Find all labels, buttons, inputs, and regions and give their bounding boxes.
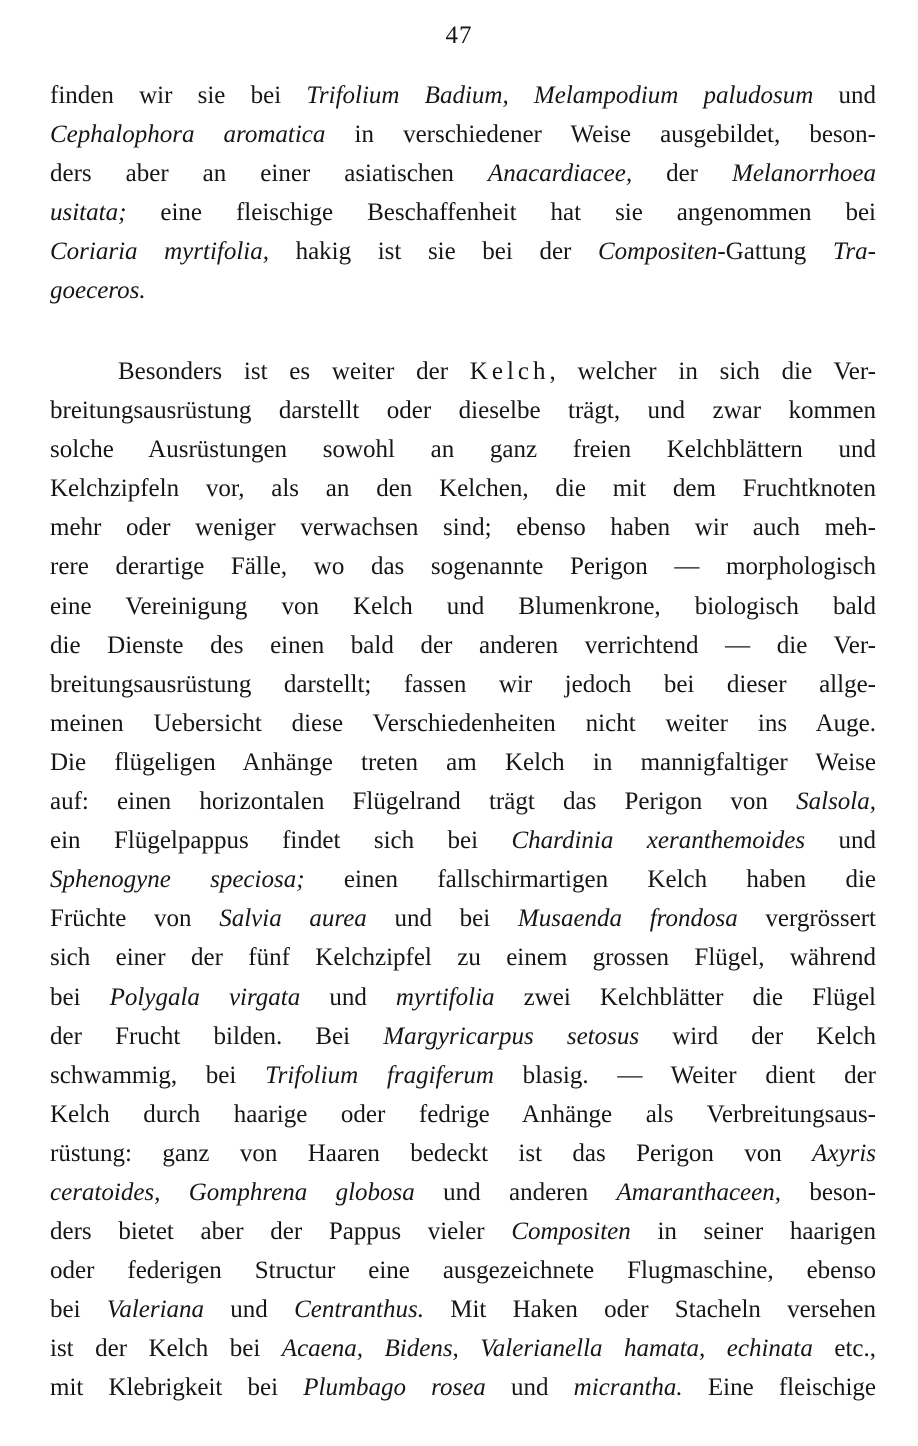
text-segment: und <box>813 82 877 109</box>
text-segment: Kelchzipfeln vor, als an den Kelchen, die mit dem Fruchtknoten <box>50 475 876 503</box>
text-line <box>50 430 876 469</box>
text-segment: meinen Uebersicht diese Verschiedenheiten nicht weiter ins Auge. <box>50 709 876 737</box>
text-segment: rere derartige Fälle, wo das sogenannte Perigon — morphologisch <box>50 553 876 581</box>
taxon-name: Tra- <box>832 238 876 266</box>
text-segment: und bei <box>366 905 518 933</box>
text-line <box>50 115 876 154</box>
paragraph-2 <box>50 352 876 1408</box>
text-segment: breitungsausrüstung darstellt; fassen wir jedoch bei dieser allge- <box>50 670 876 698</box>
taxon-name: Sphenogyne speciosa; <box>50 866 305 894</box>
text-line <box>50 1017 876 1056</box>
text-segment: in verschiedener Weise ausgebildet, beson- <box>325 121 876 149</box>
taxon-name: Cephalophora aromatica <box>50 121 326 149</box>
text-segment: die Dienste des einen bald der anderen verrichtend — die Ver- <box>50 631 876 659</box>
taxon-name: usitata; <box>50 199 127 227</box>
taxon-name: Margyricarpus setosus <box>383 1022 640 1050</box>
taxon-name: Chardinia xeranthemoides <box>511 827 806 855</box>
text-line <box>50 821 876 860</box>
text-segment: der Frucht bilden. Bei <box>50 1022 384 1050</box>
text-line <box>50 626 876 665</box>
spaced-emphasis: Kelch <box>469 358 550 385</box>
taxon-name: Trifolium fragiferum <box>265 1061 494 1089</box>
taxon-name: Axyris <box>812 1139 876 1167</box>
text-line <box>50 1329 876 1368</box>
text-segment: eine fleischige Beschaffenheit hat sie angenommen bei <box>126 199 876 227</box>
text-line <box>50 587 876 626</box>
text-line <box>50 547 876 586</box>
text-segment: Kelch durch haarige oder fedrige Anhänge als Verbreitungsaus- <box>50 1100 876 1128</box>
text-line <box>50 352 876 391</box>
text-segment: und anderen <box>414 1178 617 1206</box>
text-segment: breitungsausrüstung darstellt oder dieselbe trägt, und zwar kommen <box>50 397 876 425</box>
taxon-name: Melanorrhoea <box>732 160 876 188</box>
text-line <box>50 860 876 899</box>
text-segment: , welcher in sich die Ver- <box>549 358 877 385</box>
text-line <box>50 1173 876 1212</box>
text-segment: bei <box>50 1296 107 1324</box>
text-segment: eine Vereinigung von Kelch und Blumenkrone, biologisch bald <box>50 592 876 620</box>
text-line <box>50 391 876 430</box>
page-number: 47 <box>445 22 473 49</box>
text-segment: und <box>805 827 876 855</box>
text-segment: und <box>485 1374 574 1402</box>
taxon-name: Musaenda frondosa <box>517 905 738 933</box>
text-segment: rüstung: ganz von Haaren bedeckt ist das Perigon von <box>50 1139 813 1167</box>
taxon-name: Compositen <box>511 1218 631 1246</box>
text-line <box>50 1095 876 1134</box>
taxon-name: Trifolium Badium, Melampodium paludosum <box>306 82 814 109</box>
text-segment: Besonders ist es weiter der <box>118 358 470 385</box>
text-line <box>50 193 876 232</box>
text-line <box>50 76 876 115</box>
taxon-name: Plumbago rosea <box>303 1374 486 1402</box>
taxon-name: Anacardiacee, <box>487 160 633 188</box>
text-line <box>50 782 876 821</box>
text-segment: ders aber an einer asiatischen <box>50 160 488 188</box>
text-segment: mehr oder weniger verwachsen sind; ebenso haben wir auch meh- <box>50 514 876 542</box>
text-segment: einen fallschirmartigen Kelch haben die <box>304 866 876 894</box>
taxon-name: goeceros. <box>50 277 146 305</box>
text-segment: auf: einen horizontalen Flügelrand trägt das Perigon von <box>50 788 797 816</box>
text-segment: oder federigen Structur eine ausgezeichnete Flugmaschine, ebenso <box>50 1257 876 1285</box>
text-segment: bei <box>50 983 110 1011</box>
text-line <box>50 938 876 977</box>
text-line <box>50 1056 876 1095</box>
text-segment: der <box>632 160 733 188</box>
paragraph-1 <box>50 76 876 311</box>
text-line <box>50 1368 876 1407</box>
taxon-name: Polygala virgata <box>109 983 301 1011</box>
text-line <box>50 508 876 547</box>
text-line <box>50 1212 876 1251</box>
text-line <box>50 1290 876 1329</box>
text-segment: ein Flügelpappus findet sich bei <box>50 827 512 855</box>
taxon-name: Compositen <box>597 238 718 266</box>
taxon-name: Coriaria myrtifolia, <box>50 238 269 266</box>
text-segment: -Gattung <box>717 238 833 266</box>
text-segment: ist der Kelch bei <box>50 1335 282 1363</box>
text-line <box>50 978 876 1017</box>
text-segment: sich einer der fünf Kelchzipfel zu einem grossen Flügel, während <box>50 944 876 972</box>
text-segment: Die flügeligen Anhänge treten am Kelch in mannigfaltiger Weise <box>50 748 876 776</box>
text-line <box>50 154 876 193</box>
text-line <box>50 899 876 938</box>
text-segment: beson- <box>781 1178 876 1206</box>
text-segment: hakig ist sie bei der <box>268 238 598 266</box>
text-line <box>50 1134 876 1173</box>
text-segment: Mit Haken oder Stacheln versehen <box>423 1296 877 1324</box>
text-segment: Eine fleischige <box>682 1374 877 1402</box>
text-segment: in seiner haarigen <box>630 1218 876 1246</box>
taxon-name: Centranthus. <box>294 1296 424 1324</box>
taxon-name: Valeriana <box>106 1296 205 1324</box>
text-segment: etc., <box>812 1335 877 1363</box>
text-segment: und <box>204 1296 295 1324</box>
text-segment: finden wir sie bei <box>50 82 307 109</box>
text-segment: blasig. — Weiter dient der <box>493 1061 876 1089</box>
text-segment: mit Klebrigkeit bei <box>50 1374 304 1402</box>
text-line <box>50 271 876 310</box>
taxon-name: micrantha. <box>573 1374 683 1402</box>
text-segment: vergrössert <box>737 905 877 933</box>
text-segment: ders bietet aber der Pappus vieler <box>50 1218 512 1246</box>
text-line <box>50 743 876 782</box>
text-line <box>50 232 876 271</box>
taxon-name: Acaena, Bidens, Valerianella hamata, echinata <box>281 1335 813 1363</box>
taxon-name: Salvia aurea <box>219 905 367 933</box>
text-segment: solche Ausrüstungen sowohl an ganz freien Kelchblättern und <box>50 436 876 464</box>
text-segment: wird der Kelch <box>639 1022 876 1050</box>
text-line <box>50 665 876 704</box>
text-line <box>50 469 876 508</box>
taxon-name: Salsola, <box>796 788 876 816</box>
taxon-name: myrtifolia <box>395 983 495 1011</box>
text-segment: Früchte von <box>50 905 220 933</box>
text-line <box>50 1251 876 1290</box>
taxon-name: Amaranthaceen, <box>616 1178 781 1206</box>
taxon-name: ceratoides, Gomphrena globosa <box>50 1178 415 1206</box>
text-segment: schwammig, bei <box>50 1061 266 1089</box>
text-segment: und <box>300 983 396 1011</box>
text-line <box>50 704 876 743</box>
text-segment: zwei Kelchblätter die Flügel <box>494 983 876 1011</box>
